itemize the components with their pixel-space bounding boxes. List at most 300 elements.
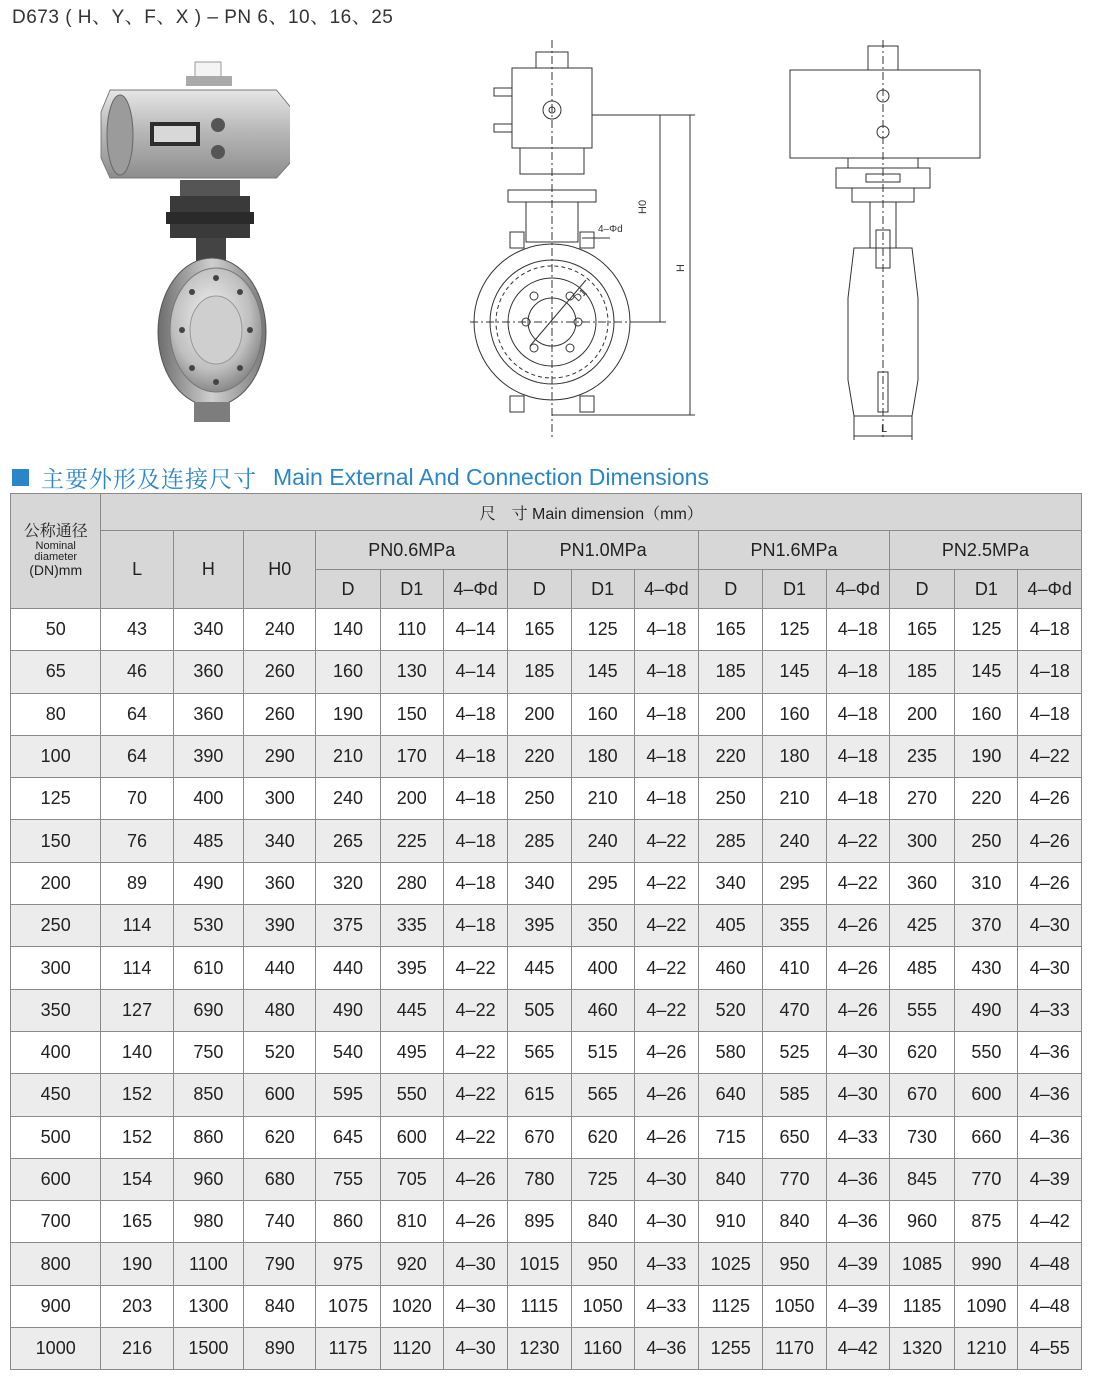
table-cell: 495: [380, 1031, 443, 1073]
table-cell: 210: [316, 735, 380, 777]
table-cell: 950: [763, 1243, 826, 1285]
table-cell: 755: [316, 1158, 380, 1200]
table-cell: 485: [173, 820, 243, 862]
dn-cell: 450: [11, 1074, 101, 1116]
table-cell: 110: [380, 609, 443, 651]
table-cell: 650: [763, 1116, 826, 1158]
table-cell: 480: [244, 989, 316, 1031]
table-row: [11, 651, 1082, 693]
table-cell: 165: [889, 609, 954, 651]
table-cell: 4–18: [826, 778, 889, 820]
dn-cell: 200: [11, 862, 101, 904]
table-row: [11, 735, 1082, 777]
table-row: [11, 820, 1082, 862]
dn-cell: 100: [11, 735, 101, 777]
sub-header-bolt: 4–Φd: [443, 570, 507, 609]
table-cell: 530: [173, 905, 243, 947]
table-cell: 565: [508, 1031, 571, 1073]
table-cell: 485: [889, 947, 954, 989]
table-cell: 550: [955, 1031, 1018, 1073]
table-cell: 4–22: [1018, 735, 1082, 777]
table-cell: 145: [763, 651, 826, 693]
table-cell: 220: [508, 735, 571, 777]
table-cell: 200: [380, 778, 443, 820]
table-cell: 4–30: [826, 1031, 889, 1073]
table-cell: 4–36: [826, 1201, 889, 1243]
dimension-table: [10, 493, 1082, 1370]
table-row: [11, 1285, 1082, 1327]
table-cell: 154: [101, 1158, 173, 1200]
table-cell: 290: [244, 735, 316, 777]
table-cell: 810: [380, 1201, 443, 1243]
table-cell: 70: [101, 778, 173, 820]
table-cell: 160: [316, 651, 380, 693]
table-cell: 640: [699, 1074, 763, 1116]
table-cell: 180: [763, 735, 826, 777]
table-cell: 340: [173, 609, 243, 651]
dn-cell: 400: [11, 1031, 101, 1073]
main-dimension-header: 尺 寸 Main dimension（mm）: [101, 494, 1082, 531]
dn-cell: 250: [11, 905, 101, 947]
table-cell: 240: [571, 820, 634, 862]
table-cell: 64: [101, 693, 173, 735]
section-heading: [12, 462, 709, 492]
table-cell: 1255: [699, 1328, 763, 1370]
table-cell: 4–18: [443, 820, 507, 862]
dn-cell: 700: [11, 1201, 101, 1243]
table-cell: 4–18: [634, 651, 698, 693]
table-cell: 4–26: [826, 989, 889, 1031]
table-cell: 600: [380, 1116, 443, 1158]
table-cell: 335: [380, 905, 443, 947]
table-cell: 1025: [699, 1243, 763, 1285]
table-cell: 610: [173, 947, 243, 989]
table-cell: 550: [380, 1074, 443, 1116]
h-label: H: [675, 264, 687, 272]
table-cell: 460: [699, 947, 763, 989]
table-cell: 670: [508, 1116, 571, 1158]
d1-label: D1: [572, 287, 590, 305]
table-cell: 114: [101, 905, 173, 947]
table-cell: 220: [955, 778, 1018, 820]
table-cell: 130: [380, 651, 443, 693]
dn-cell: 1000: [11, 1328, 101, 1370]
table-cell: 4–26: [826, 905, 889, 947]
table-cell: 340: [508, 862, 571, 904]
table-cell: 4–18: [443, 905, 507, 947]
table-cell: 4–14: [443, 609, 507, 651]
table-cell: 520: [699, 989, 763, 1031]
table-cell: 260: [244, 693, 316, 735]
table-cell: 770: [763, 1158, 826, 1200]
table-cell: 125: [571, 609, 634, 651]
table-cell: 127: [101, 989, 173, 1031]
table-cell: 185: [508, 651, 571, 693]
table-cell: 850: [173, 1074, 243, 1116]
dn-cell: 600: [11, 1158, 101, 1200]
table-cell: 46: [101, 651, 173, 693]
table-cell: 295: [571, 862, 634, 904]
table-cell: 405: [699, 905, 763, 947]
section-title-en: Main External And Connection Dimensions: [273, 463, 709, 490]
table-cell: 285: [699, 820, 763, 862]
table-cell: 270: [889, 778, 954, 820]
sub-header-bolt: 4–Φd: [826, 570, 889, 609]
table-cell: 1020: [380, 1285, 443, 1327]
table-cell: 620: [889, 1031, 954, 1073]
table-cell: 4–18: [634, 693, 698, 735]
table-cell: 4–22: [826, 820, 889, 862]
dn-cell: 800: [11, 1243, 101, 1285]
table-cell: 620: [244, 1116, 316, 1158]
table-cell: 490: [173, 862, 243, 904]
table-cell: 200: [889, 693, 954, 735]
table-cell: 140: [101, 1031, 173, 1073]
table-cell: 980: [173, 1201, 243, 1243]
front-view-drawing: [470, 40, 700, 440]
table-cell: 4–18: [1018, 609, 1082, 651]
table-cell: 340: [699, 862, 763, 904]
table-row: [11, 1116, 1082, 1158]
sub-header-d: D: [316, 570, 380, 609]
table-cell: 4–18: [826, 693, 889, 735]
table-cell: 4–18: [443, 778, 507, 820]
table-cell: 360: [173, 693, 243, 735]
table-cell: 445: [508, 947, 571, 989]
table-cell: 216: [101, 1328, 173, 1370]
table-cell: 200: [699, 693, 763, 735]
table-cell: 705: [380, 1158, 443, 1200]
dn-cell: 80: [11, 693, 101, 735]
table-cell: 165: [101, 1201, 173, 1243]
table-cell: 4–22: [634, 989, 698, 1031]
table-cell: 1160: [571, 1328, 634, 1370]
table-cell: 152: [101, 1116, 173, 1158]
table-cell: 4–22: [634, 947, 698, 989]
table-cell: 210: [763, 778, 826, 820]
table-cell: 1125: [699, 1285, 763, 1327]
dn-cell: 50: [11, 609, 101, 651]
table-cell: 730: [889, 1116, 954, 1158]
table-cell: 555: [889, 989, 954, 1031]
table-cell: 250: [699, 778, 763, 820]
col-h-header: H: [173, 531, 243, 609]
table-cell: 4–18: [826, 651, 889, 693]
section-title-zh: 主要外形及连接尺寸: [41, 465, 257, 492]
table-cell: 4–30: [443, 1328, 507, 1370]
group-header-pn06: PN0.6MPa: [316, 531, 508, 570]
table-cell: 4–22: [634, 862, 698, 904]
table-cell: 990: [955, 1243, 1018, 1285]
sub-header-d: D: [508, 570, 571, 609]
table-cell: 310: [955, 862, 1018, 904]
table-row: [11, 1158, 1082, 1200]
table-cell: 4–18: [443, 862, 507, 904]
table-cell: 1230: [508, 1328, 571, 1370]
table-cell: 660: [955, 1116, 1018, 1158]
table-row: [11, 609, 1082, 651]
table-cell: 680: [244, 1158, 316, 1200]
table-cell: 440: [316, 947, 380, 989]
table-cell: 140: [316, 609, 380, 651]
table-cell: 1170: [763, 1328, 826, 1370]
table-cell: 790: [244, 1243, 316, 1285]
table-cell: 4–18: [1018, 651, 1082, 693]
sub-header-d1: D1: [955, 570, 1018, 609]
table-cell: 160: [955, 693, 1018, 735]
table-cell: 690: [173, 989, 243, 1031]
table-cell: 4–26: [443, 1158, 507, 1200]
dn-cell: 900: [11, 1285, 101, 1327]
table-cell: 615: [508, 1074, 571, 1116]
dn-cell: 125: [11, 778, 101, 820]
table-cell: 4–30: [443, 1243, 507, 1285]
table-cell: 4–22: [443, 989, 507, 1031]
dn-cell: 150: [11, 820, 101, 862]
table-cell: 170: [380, 735, 443, 777]
table-row: [11, 947, 1082, 989]
sub-header-d: D: [699, 570, 763, 609]
col-l-header: L: [101, 531, 173, 609]
dn-cell: 300: [11, 947, 101, 989]
table-row: [11, 1328, 1082, 1370]
table-row: [11, 1031, 1082, 1073]
table-cell: 350: [571, 905, 634, 947]
table-cell: 64: [101, 735, 173, 777]
table-cell: 520: [244, 1031, 316, 1073]
sub-header-d1: D1: [763, 570, 826, 609]
table-cell: 265: [316, 820, 380, 862]
table-cell: 895: [508, 1201, 571, 1243]
table-cell: 4–33: [634, 1285, 698, 1327]
dn-cell: 500: [11, 1116, 101, 1158]
table-cell: 185: [889, 651, 954, 693]
table-cell: 355: [763, 905, 826, 947]
table-cell: 4–22: [443, 1074, 507, 1116]
table-cell: 515: [571, 1031, 634, 1073]
table-cell: 860: [316, 1201, 380, 1243]
table-cell: 4–26: [1018, 778, 1082, 820]
table-cell: 1100: [173, 1243, 243, 1285]
table-cell: 360: [889, 862, 954, 904]
sub-header-bolt: 4–Φd: [1018, 570, 1082, 609]
table-cell: 740: [244, 1201, 316, 1243]
table-cell: 360: [244, 862, 316, 904]
table-cell: 395: [380, 947, 443, 989]
col-h0-header: H0: [244, 531, 316, 609]
table-cell: 160: [571, 693, 634, 735]
table-cell: 1015: [508, 1243, 571, 1285]
table-cell: 565: [571, 1074, 634, 1116]
table-row: [11, 989, 1082, 1031]
table-cell: 4–22: [634, 905, 698, 947]
table-cell: 1320: [889, 1328, 954, 1370]
table-cell: 260: [244, 651, 316, 693]
table-cell: 370: [955, 905, 1018, 947]
table-cell: 580: [699, 1031, 763, 1073]
table-cell: 960: [173, 1158, 243, 1200]
table-cell: 1300: [173, 1285, 243, 1327]
table-cell: 4–26: [634, 1074, 698, 1116]
table-cell: 445: [380, 989, 443, 1031]
table-cell: 160: [763, 693, 826, 735]
table-cell: 295: [763, 862, 826, 904]
table-cell: 250: [955, 820, 1018, 862]
table-cell: 390: [173, 735, 243, 777]
sub-header-bolt: 4–Φd: [634, 570, 698, 609]
table-cell: 1185: [889, 1285, 954, 1327]
table-cell: 125: [763, 609, 826, 651]
table-cell: 585: [763, 1074, 826, 1116]
table-cell: 890: [244, 1328, 316, 1370]
table-cell: 490: [955, 989, 1018, 1031]
table-cell: 770: [955, 1158, 1018, 1200]
table-cell: 190: [955, 735, 1018, 777]
table-cell: 4–18: [634, 778, 698, 820]
table-cell: 4–18: [443, 735, 507, 777]
table-cell: 43: [101, 609, 173, 651]
table-cell: 4–36: [1018, 1116, 1082, 1158]
table-cell: 185: [699, 651, 763, 693]
table-cell: 490: [316, 989, 380, 1031]
table-cell: 180: [571, 735, 634, 777]
table-cell: 125: [955, 609, 1018, 651]
table-cell: 960: [889, 1201, 954, 1243]
table-cell: 340: [244, 820, 316, 862]
side-view-drawing: [780, 40, 990, 440]
table-cell: 1050: [763, 1285, 826, 1327]
table-cell: 595: [316, 1074, 380, 1116]
table-cell: 1500: [173, 1328, 243, 1370]
sub-header-d: D: [889, 570, 954, 609]
table-cell: 190: [101, 1243, 173, 1285]
table-cell: 425: [889, 905, 954, 947]
table-cell: 860: [173, 1116, 243, 1158]
table-cell: 4–30: [1018, 947, 1082, 989]
table-cell: 950: [571, 1243, 634, 1285]
table-cell: 840: [763, 1201, 826, 1243]
table-cell: 300: [889, 820, 954, 862]
table-cell: 670: [889, 1074, 954, 1116]
table-cell: 235: [889, 735, 954, 777]
table-cell: 300: [244, 778, 316, 820]
table-cell: 470: [763, 989, 826, 1031]
table-cell: 4–36: [1018, 1074, 1082, 1116]
table-body: [11, 609, 1082, 1370]
table-row: [11, 1243, 1082, 1285]
table-cell: 4–42: [826, 1328, 889, 1370]
table-cell: 4–30: [826, 1074, 889, 1116]
table-cell: 4–18: [826, 735, 889, 777]
table-row: [11, 1201, 1082, 1243]
table-row: [11, 693, 1082, 735]
table-cell: 845: [889, 1158, 954, 1200]
table-cell: 460: [571, 989, 634, 1031]
sub-header-d1: D1: [380, 570, 443, 609]
table-cell: 620: [571, 1116, 634, 1158]
table-cell: 410: [763, 947, 826, 989]
table-cell: 225: [380, 820, 443, 862]
table-cell: 4–36: [826, 1158, 889, 1200]
table-cell: 150: [380, 693, 443, 735]
table-cell: 750: [173, 1031, 243, 1073]
table-cell: 4–22: [443, 1031, 507, 1073]
table-cell: 1090: [955, 1285, 1018, 1327]
table-cell: 280: [380, 862, 443, 904]
table-cell: 4–33: [634, 1243, 698, 1285]
h0-label: H0: [637, 199, 649, 214]
table-cell: 430: [955, 947, 1018, 989]
table-cell: 190: [316, 693, 380, 735]
table-cell: 240: [316, 778, 380, 820]
dn-cell: 65: [11, 651, 101, 693]
table-cell: 240: [763, 820, 826, 862]
table-cell: 220: [699, 735, 763, 777]
table-cell: 165: [508, 609, 571, 651]
table-cell: 4–30: [634, 1158, 698, 1200]
table-cell: 4–22: [634, 820, 698, 862]
table-cell: 505: [508, 989, 571, 1031]
table-cell: 4–18: [826, 609, 889, 651]
table-cell: 840: [244, 1285, 316, 1327]
table-cell: 4–18: [443, 693, 507, 735]
table-cell: 285: [508, 820, 571, 862]
group-header-pn25: PN2.5MPa: [889, 531, 1081, 570]
table-cell: 1085: [889, 1243, 954, 1285]
table-cell: 4–39: [826, 1243, 889, 1285]
table-cell: 4–22: [443, 947, 507, 989]
table-row: [11, 1074, 1082, 1116]
model-title: D673 ( H、Y、F、X ) – PN 6、10、16、25: [12, 7, 394, 28]
table-cell: 4–22: [443, 1116, 507, 1158]
table-cell: 395: [508, 905, 571, 947]
table-cell: 1175: [316, 1328, 380, 1370]
table-cell: 200: [508, 693, 571, 735]
table-cell: 320: [316, 862, 380, 904]
table-cell: 4–26: [826, 947, 889, 989]
table-cell: 840: [571, 1201, 634, 1243]
table-cell: 4–26: [443, 1201, 507, 1243]
table-cell: 840: [699, 1158, 763, 1200]
table-cell: 4–18: [634, 609, 698, 651]
table-cell: 4–18: [634, 735, 698, 777]
table-cell: 4–26: [634, 1116, 698, 1158]
table-row: [11, 862, 1082, 904]
table-cell: 360: [173, 651, 243, 693]
table-cell: 76: [101, 820, 173, 862]
table-cell: 145: [955, 651, 1018, 693]
table-cell: 4–26: [1018, 862, 1082, 904]
bolt-label: 4–Φd: [598, 224, 623, 235]
table-cell: 89: [101, 862, 173, 904]
table-cell: 1075: [316, 1285, 380, 1327]
table-cell: 4–33: [1018, 989, 1082, 1031]
table-cell: 715: [699, 1116, 763, 1158]
table-cell: 600: [955, 1074, 1018, 1116]
table-row: [11, 905, 1082, 947]
table-cell: 4–36: [1018, 1031, 1082, 1073]
table-cell: 4–30: [1018, 905, 1082, 947]
table-cell: 203: [101, 1285, 173, 1327]
table-cell: 4–42: [1018, 1201, 1082, 1243]
table-cell: 145: [571, 651, 634, 693]
valve-photo: [100, 40, 290, 440]
table-cell: 1120: [380, 1328, 443, 1370]
group-header-pn10: PN1.0MPa: [508, 531, 699, 570]
table-cell: 114: [101, 947, 173, 989]
sub-header-d1: D1: [571, 570, 634, 609]
table-cell: 240: [244, 609, 316, 651]
